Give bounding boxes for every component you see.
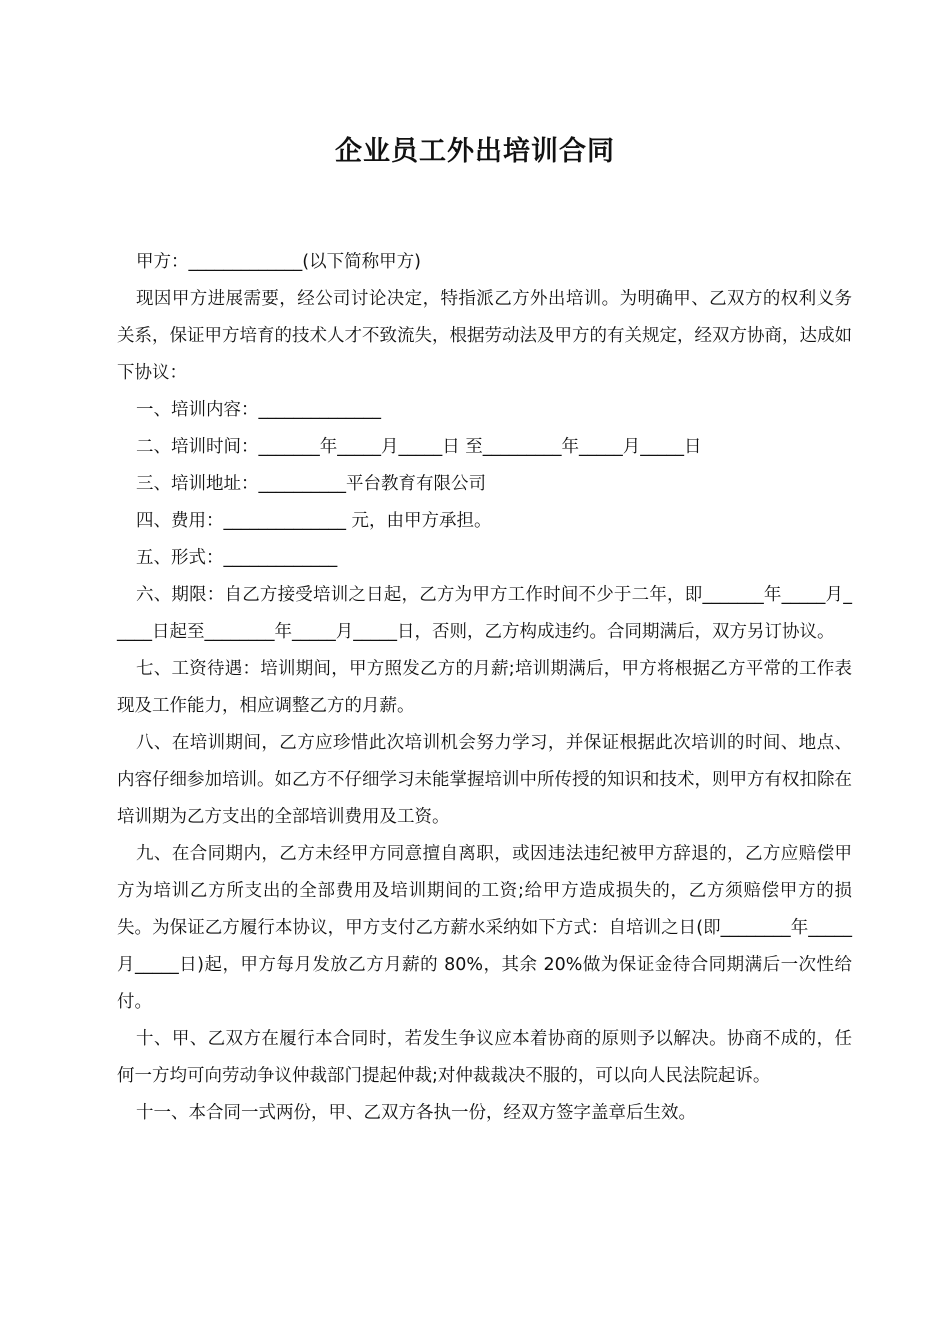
preamble-paragraph: 现因甲方进展需要，经公司讨论决定，特指派乙方外出培训。为明确甲、乙双方的权利义务关系，保证甲方培育的技术人才不致流失，根据劳动法及甲方的有关规定，经双方协商，达成如下协议： bbox=[117, 289, 852, 383]
clause-2-training-time: 二、培训时间：_______年_____月_____日 至_________年_____月_____日 bbox=[136, 437, 702, 457]
clause-10-dispute-resolution: 十、甲、乙双方在履行本合同时，若发生争议应本着协商的原则予以解决。协商不成的，任何一方均可向劳动争议仲裁部门提起仲裁;对仲裁裁决不服的，可以向人民法院起诉。 bbox=[117, 1029, 852, 1086]
document-body bbox=[117, 244, 852, 1132]
clause-5-form: 五、形式：_____________ bbox=[136, 548, 338, 568]
clause-6-term: 六、期限：自乙方接受培训之日起，乙方为甲方工作时间不少于二年，即_______年_____月_____日起至________年_____月_____日，否则，乙方构成违约。合同期满后，双方另订协议。 bbox=[117, 585, 852, 642]
clause-3-training-address: 三、培训地址：__________平台教育有限公司 bbox=[136, 474, 486, 494]
clause-4-fees: 四、费用：______________ 元，由甲方承担。 bbox=[136, 511, 492, 531]
page-title: 企业员工外出培训合同 bbox=[335, 136, 615, 167]
clause-1-training-content: 一、培训内容：______________ bbox=[136, 400, 381, 420]
clause-8-training-obligations: 八、在培训期间，乙方应珍惜此次培训机会努力学习，并保证根据此次培训的时间、地点、内容仔细参加培训。如乙方不仔细学习未能掌握培训中所传授的知识和技术，则甲方有权扣除在培训期为乙方支出的全部培训费用及工资。 bbox=[117, 733, 852, 827]
clause-7-salary: 七、工资待遇：培训期间，甲方照发乙方的月薪;培训期满后，甲方将根据乙方平常的工作表现及工作能力，相应调整乙方的月薪。 bbox=[117, 659, 852, 716]
party-a-line: 甲方：_____________(以下简称甲方) bbox=[136, 252, 421, 272]
clause-9-breach-compensation: 九、在合同期内，乙方未经甲方同意擅自离职，或因违法违纪被甲方辞退的，乙方应赔偿甲方为培训乙方所支出的全部费用及培训期间的工资;给甲方造成损失的，乙方须赔偿甲方的损失。为保证乙方履行本协议，甲方支付乙方薪水采纳如下方式：自培训之日(即________年_____月_____日)起，甲方每月发放乙方月薪的 80%，其余 20%做为保证金待合同期满后一次性给付。 bbox=[117, 844, 852, 1012]
clause-11-effectiveness: 十一、本合同一式两份，甲、乙双方各执一份，经双方签字盖章后生效。 bbox=[136, 1103, 696, 1123]
